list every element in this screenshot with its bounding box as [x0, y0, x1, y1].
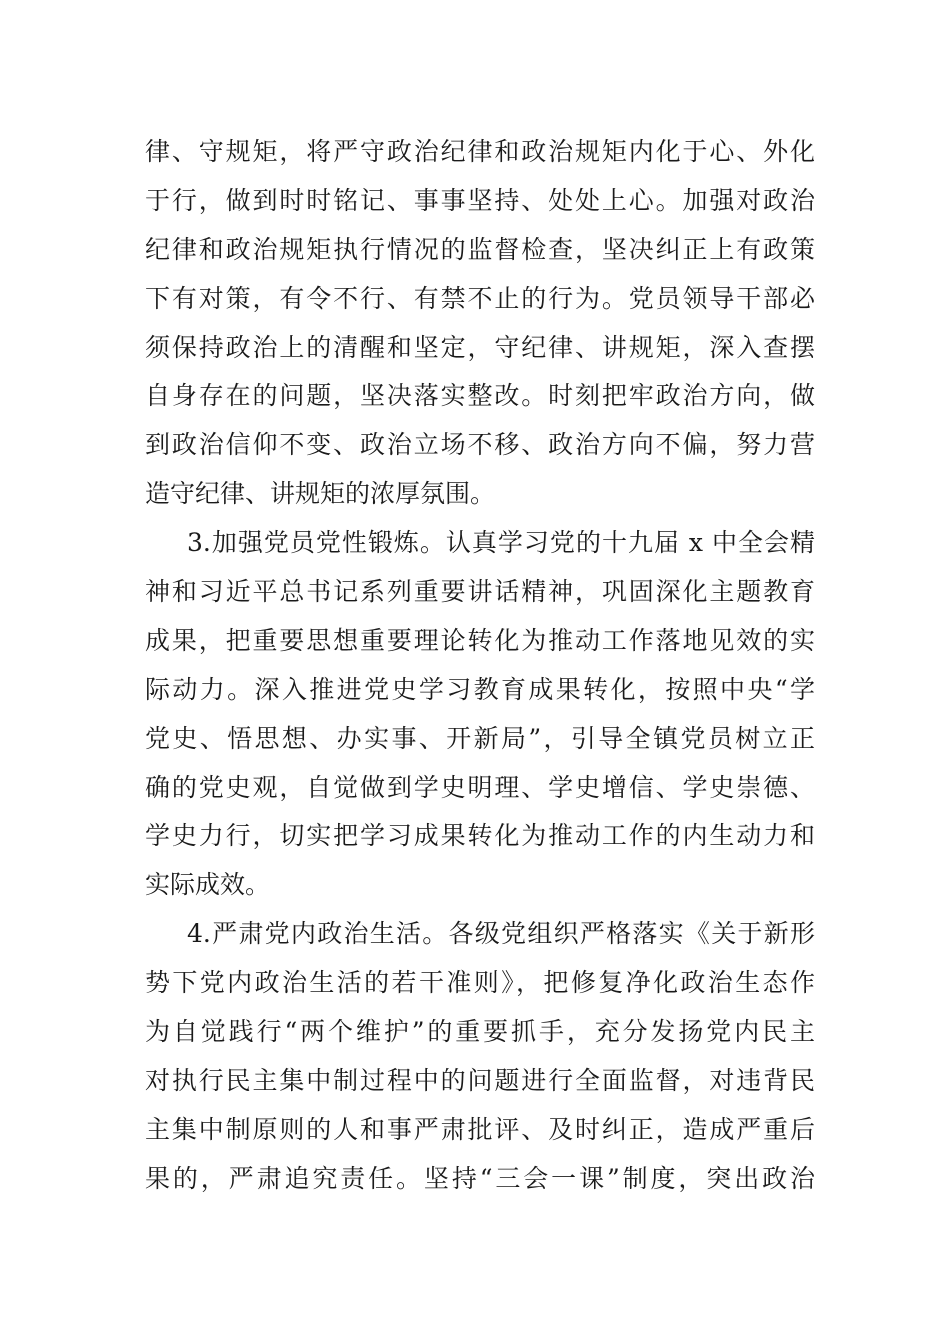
text-line: 确的党史观，自觉做到学史明理、学史增信、学史崇德、 — [145, 772, 815, 802]
text-line: 成果，把重要思想重要理论转化为推动工作落地见效的实 — [145, 625, 815, 655]
text-line: 对执行民主集中制过程中的问题进行全面监督，对违背民 — [145, 1065, 815, 1095]
text-line: 党史、悟思想、办实事、开新局”，引导全镇党员树立正 — [145, 723, 815, 753]
text-line: 须保持政治上的清醒和坚定，守纪律、讲规矩，深入查摆 — [145, 332, 815, 362]
text-line: 势下党内政治生活的若干准则》，把修复净化政治生态作 — [145, 968, 815, 998]
text-line: 神和习近平总书记系列重要讲话精神，巩固深化主题教育 — [145, 577, 815, 607]
text-line: 果的，严肃追究责任。坚持“三会一课”制度，突出政治 — [145, 1163, 815, 1193]
text-line: 学史力行，切实把学习成果转化为推动工作的内生动力和 — [145, 821, 815, 851]
paragraph-heading-line: 3.加强党员党性锻炼。认真学习党的十九届 x 中全会精 — [187, 528, 815, 558]
text-line: 律、守规矩，将严守政治纪律和政治规矩内化于心、外化 — [145, 137, 815, 166]
text-line: 实际成效。 — [145, 870, 271, 900]
text-line: 纪律和政治规矩执行情况的监督检查，坚决纠正上有政策 — [145, 234, 815, 264]
text-line: 际动力。深入推进党史学习教育成果转化，按照中央“学 — [145, 674, 815, 704]
text-line: 主集中制原则的人和事严肃批评、及时纠正，造成严重后 — [145, 1114, 815, 1144]
text-line: 为自觉践行“两个维护”的重要抓手，充分发扬党内民主 — [145, 1017, 815, 1047]
text-line: 于行，做到时时铭记、事事坚持、处处上心。加强对政治 — [145, 185, 815, 215]
document-body — [145, 128, 815, 1204]
text-line: 到政治信仰不变、政治立场不移、政治方向不偏，努力营 — [145, 430, 815, 460]
paragraph-heading-line: 4.严肃党内政治生活。各级党组织严格落实《关于新形 — [187, 919, 815, 949]
text-line: 自身存在的问题，坚决落实整改。时刻把牢政治方向，做 — [145, 381, 815, 411]
text-line: 造守纪律、讲规矩的浓厚氛围。 — [145, 479, 496, 509]
text-line: 下有对策，有令不行、有禁不止的行为。党员领导干部必 — [145, 283, 815, 313]
